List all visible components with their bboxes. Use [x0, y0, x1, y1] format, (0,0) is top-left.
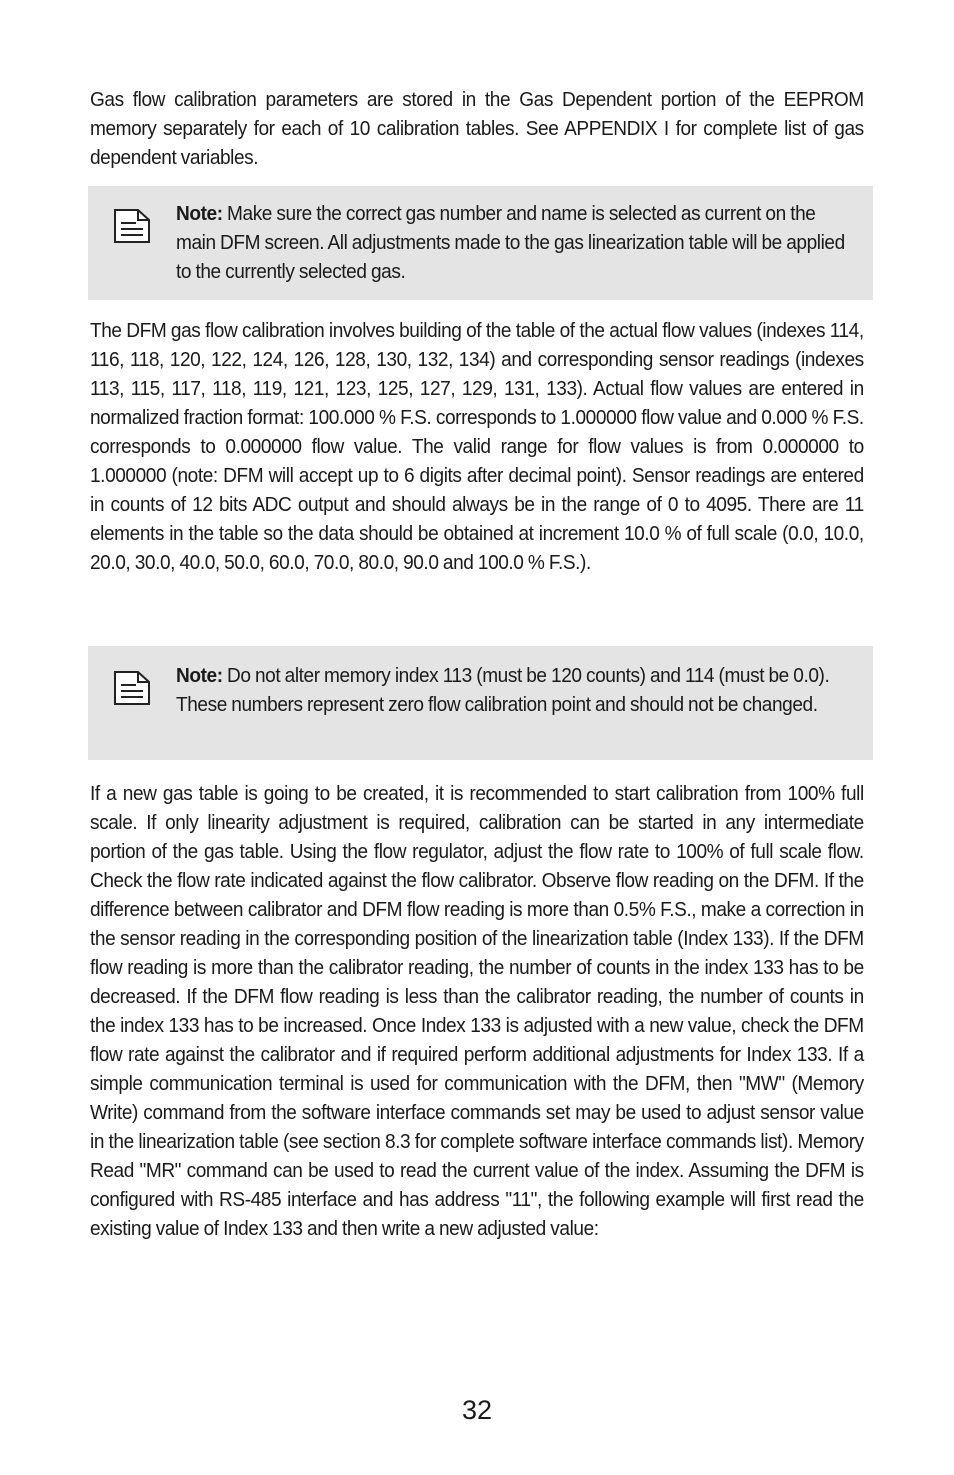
procedure-paragraph: If a new gas table is going to be created, it is recommended to start calibration from 100% full scale. If only linearity adjustment is required, calibration can be started in any intermediate portion of the gas table. Using the flow regulator, adjust the flow rate to 100% of full scale flow. Check the flow rate indicated against the flow calibrator. Observe flow reading on the DFM. If the difference between calibrator and DFM flow reading is more than 0.5% F.S., make a correction in the sensor reading in the corresponding position of the linearization table (Index 133). If the DFM flow reading is more than the calibrator reading, the number of counts in the index 133 has to be decreased. If the DFM flow reading is less than the calibrator reading, the number of counts in the index 133 has to be increased. Once Index 133 is adjusted with a new value, check the DFM flow rate against the calibrator and if required perform additional adjustments for Index 133. If a simple communication terminal is used for communication with the DFM, then "MW" (Memory Write) command from the software interface commands set may be used to adjust sensor value in the linearization table (see section 8.3 for complete software interface commands list). Memory Read "MR" command can be used to read the current value of the index. Assuming the DFM is configured with RS-485 interface and has address "11", the following example will first read the existing value of Index 133 and then write a new adjusted value: [90, 782, 864, 1240]
note-label: Note: [176, 202, 223, 225]
intro-paragraph: Gas flow calibration parameters are stored in the Gas Dependent portion of the EEPROM memory separately for each of 10 calibration tables. See APPENDIX I for complete list of gas dependent variables. [90, 88, 864, 169]
note-icon [112, 208, 152, 244]
calibration-paragraph: The DFM gas flow calibration involves building of the table of the actual flow values (indexes 114, 116, 118, 120, 122, 124, 126, 128, 130, 132, 134) and corresponding sensor readings (indexes 113, 115, 117, 118, 119, 121, 123, 125, 127, 129, 131, 133). Actual flow values are entered in normalized fraction format: 100.000 % F.S. corresponds to 1.000000 flow value and 0.000 % F.S. corresponds to 0.000000 flow value. The valid range for flow values is from 0.000000 to 1.000000 (note: DFM will accept up to 6 digits after decimal point). Sensor readings are entered in counts of 12 bits ADC output and should always be in the range of 0 to 4095. There are 11 elements in the table so the data should be obtained at increment 10.0 % of full scale (0.0, 10.0, 20.0, 30.0, 40.0, 50.0, 60.0, 70.0, 80.0, 90.0 and 100.0 % F.S.). [90, 319, 864, 574]
page-number: 32 [461, 1395, 493, 1425]
note-body: Do not alter memory index 113 (must be 120 counts) and 114 (must be 0.0). These numbers represent zero flow calibration point and should not be changed. [176, 664, 830, 716]
note-body: Make sure the correct gas number and name is selected as current on the main DFM screen. All adjustments made to the gas linearization table will be applied to the currently selected gas. [176, 202, 845, 283]
note-box-gas-selection [88, 186, 873, 300]
note-label: Note: [176, 664, 223, 687]
note-icon [112, 670, 152, 706]
note-box-zero-flow [88, 646, 873, 760]
note-text [176, 661, 846, 719]
note-text [176, 199, 846, 286]
